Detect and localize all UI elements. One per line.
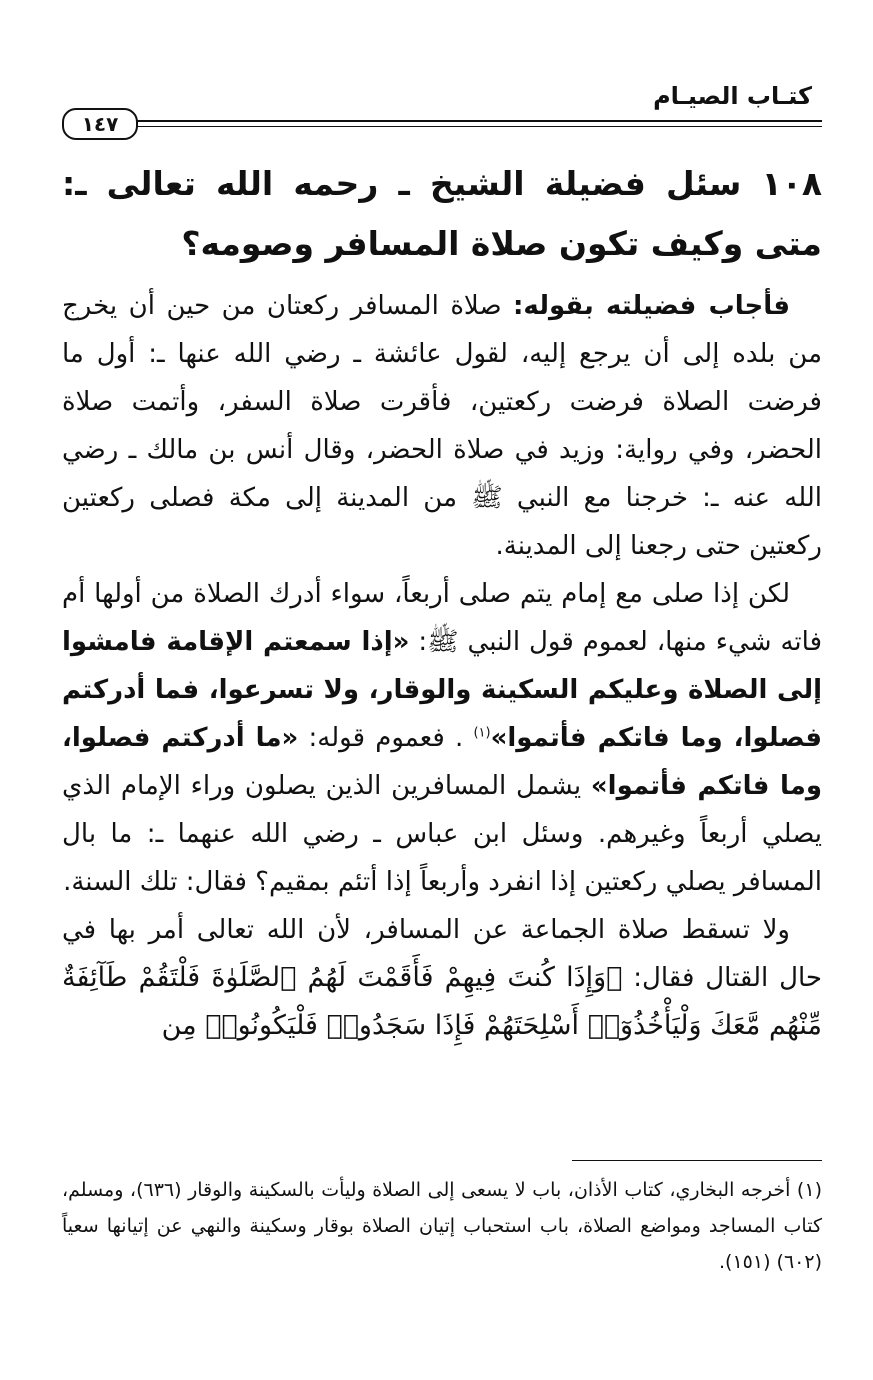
question-heading: ١٠٨ سئل فضيلة الشيخ ـ رحمه الله تعالى ـ: متى وكيف تكون صلاة المسافر وصومه؟: [62, 164, 822, 263]
header-rule: [132, 120, 822, 127]
footnote-rule: [572, 1160, 822, 1161]
page: [62, 82, 822, 1322]
hadith-quote: «إذا سمعتم الإقامة فامشوا إلى الصلاة وعليكم السكينة والوقار، ولا تسرعوا، فما أدركتم فصلوا، وما فاتكم فأتموا»: [62, 627, 822, 753]
answer-paragraph-2-text-b: . فعموم قوله:: [298, 723, 474, 753]
answer-paragraph-3-text: ولا تسقط صلاة الجماعة عن المسافر، لأن الله تعالى أمر بها في حال القتال فقال:: [62, 915, 822, 993]
answer-paragraph-2-text-a: لكن إذا صلى مع إمام يتم صلى أربعاً، سواء أدرك الصلاة من أولها أم فاته شيء منها، لعموم قول النبي ﷺ:: [62, 579, 822, 657]
footnote-1: (١) أخرجه البخاري، كتاب الأذان، باب لا يسعى إلى الصلاة وليأت بالسكينة والوقار (٦٣٦)، ومسلم، كتاب المساجد ومواضع الصلاة، باب استحباب إتيان الصلاة بوقار وسكينة والنهي عن إتيانها سعياً (٦٠٢) (١٥١).: [62, 1179, 822, 1273]
hadith-quote-repeat: «ما أدركتم فصلوا، وما فاتكم فأتموا»: [62, 723, 822, 801]
running-title: كتـاب الصيـام: [653, 82, 812, 110]
page-header: [62, 82, 822, 134]
answer-paragraph-1: [62, 282, 822, 570]
answer-lead: فأجاب فضيلته بقوله:: [513, 291, 790, 321]
quran-verse: ﴿وَإِذَا كُنتَ فِيهِمْ فَأَقَمْتَ لَهُمُ ٱلصَّلَوٰةَ فَلْتَقُمْ طَآئِفَةٌ مِّنْهُم مَّعَكَ وَلْيَأْخُذُوٓا۟ أَسْلِحَتَهُمْ فَإِذَا سَجَدُوا۟ فَلْيَكُونُوا۟ مِن: [62, 962, 822, 1041]
answer-paragraph-3: [62, 906, 822, 1050]
answer-paragraph-2: [62, 570, 822, 906]
answer-paragraph-1-text: صلاة المسافر ركعتان من حين أن يخرج من بلده إلى أن يرجع إليه، لقول عائشة ـ رضي الله عنها ـ: أول ما فرضت الصلاة فرضت ركعتين، فأقرت صلاة السفر، وأتمت صلاة الحضر، وفي رواية: وزيد في صلاة الحضر، وقال أنس بن مالك ـ رضي الله عنه ـ: خرجنا مع النبي ﷺ من المدينة إلى مكة فصلى ركعتين ركعتين حتى رجعنا إلى المدينة.: [62, 291, 822, 561]
answer-paragraph-2-text-c: يشمل المسافرين الذين يصلون وراء الإمام الذي يصلي أربعاً وغيرهم. وسئل ابن عباس ـ رضي الله عنهما ـ: ما بال المسافر يصلي ركعتين إذا انفرد وأربعاً إذا أتئم بمقيم؟ فقال: تلك السنة.: [62, 771, 822, 897]
footnote-marker: (١): [473, 725, 491, 741]
page-number: ١٤٧: [62, 108, 138, 140]
